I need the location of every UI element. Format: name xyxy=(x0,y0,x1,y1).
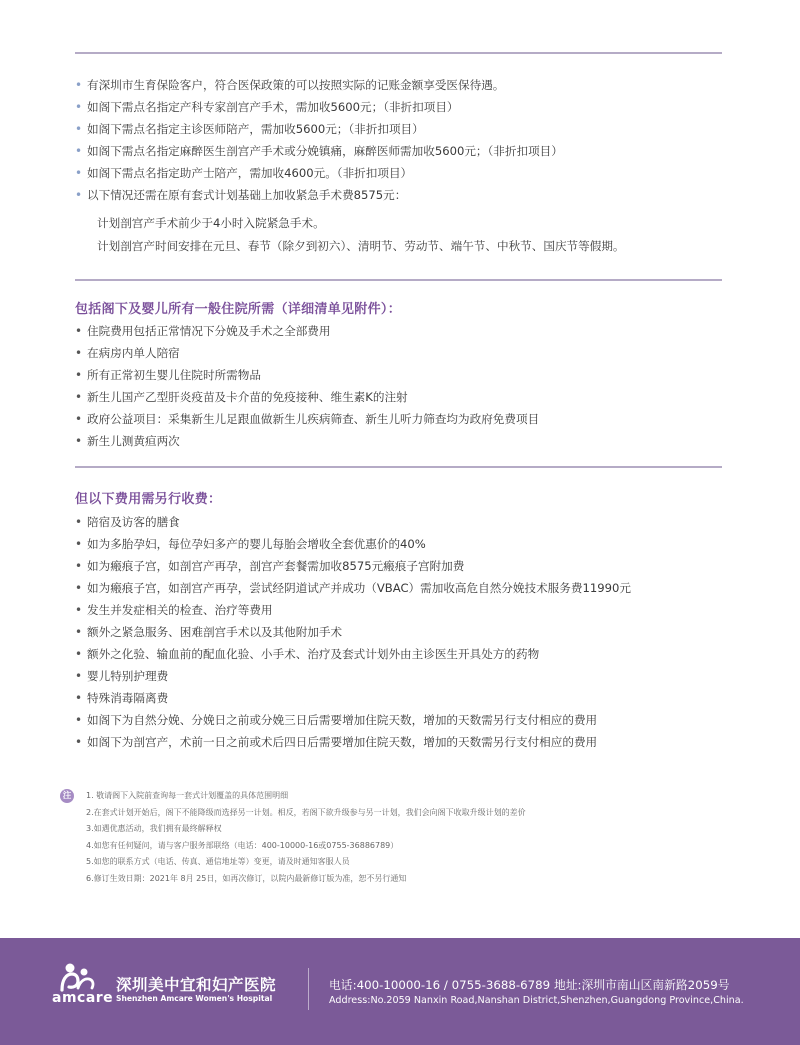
list-item: • 如阁下为剖宫产，术前一日之前或术后四日后需要增加住院天数，增加的天数需另行支付相应的费用 xyxy=(75,731,631,753)
note-item: 2.在套式计划开始后，阁下不能降级而选择另一计划。相反，若阁下欲升级参与另一计划，我们会向阁下收取升级计划的差价 xyxy=(86,807,526,817)
list-item: • 所有正常初生婴儿住院时所需物品 xyxy=(75,364,539,386)
notes-list xyxy=(86,788,526,888)
list-item: • 新生儿测黄疸两次 xyxy=(75,430,539,452)
sub-item: 计划剖宫产时间安排在元旦、春节（除夕到初六）、清明节、劳动节、端午节、中秋节、国庆节等假期。 xyxy=(97,239,625,253)
included-list xyxy=(75,320,539,452)
contact-info: 电话:400-10000-16 / 0755-3688-6789 地址:深圳市南山区南新路2059号 xyxy=(329,978,730,992)
list-item: • 如阁下需点名指定产科专家剖宫产手术，需加收5600元；（非折扣项目） xyxy=(75,96,563,118)
footer xyxy=(0,938,800,1045)
bullet-icon: • xyxy=(75,581,83,595)
extra-charges-heading: 但以下费用需另行收费： xyxy=(75,492,222,507)
list-item: • 如阁下需点名指定助产士陪产，需加收4600元。（非折扣项目） xyxy=(75,162,563,184)
bullet-icon: • xyxy=(75,603,83,617)
list-item: • 如阁下需点名指定麻醉医生剖宫产手术或分娩镇痛，麻醉医师需加收5600元；（非折扣项目） xyxy=(75,140,563,162)
bullet-icon: • xyxy=(75,324,83,338)
list-item: • 如为多胎孕妇，每位孕妇多产的婴儿每胎会增收全套优惠价的40% xyxy=(75,533,631,555)
footer-divider xyxy=(308,968,309,1010)
bullet-icon: • xyxy=(75,188,83,202)
top-divider xyxy=(75,52,722,54)
list-item: • 如阁下为自然分娩、分娩日之前或分娩三日后需要增加住院天数，增加的天数需另行支付相应的费用 xyxy=(75,709,631,731)
hospital-name-en: Shenzhen Amcare Women's Hospital xyxy=(116,994,273,1003)
bullet-icon: • xyxy=(75,166,83,180)
bullet-icon: • xyxy=(75,647,83,661)
bullet-icon: • xyxy=(75,735,83,749)
sub-item: 计划剖宫产手术前少于4小时入院紧急手术。 xyxy=(97,216,325,230)
hospital-name-cn: 深圳美中宜和妇产医院 xyxy=(116,976,277,994)
list-item: • 以下情况还需在原有套式计划基础上加收紧急手术费8575元： xyxy=(75,184,563,206)
bullet-icon: • xyxy=(75,78,83,92)
top-conditions-list xyxy=(75,74,563,206)
bullet-icon: • xyxy=(75,625,83,639)
bullet-icon: • xyxy=(75,122,83,136)
bullet-icon: • xyxy=(75,346,83,360)
bullet-icon: • xyxy=(75,537,83,551)
section-divider xyxy=(75,466,722,468)
bullet-icon: • xyxy=(75,368,83,382)
list-item: • 额外之紧急服务、困难剖宫手术以及其他附加手术 xyxy=(75,621,631,643)
list-item: • 政府公益项目：采集新生儿足跟血做新生儿疾病筛查、新生儿听力筛查均为政府免费项目 xyxy=(75,408,539,430)
bullet-icon: • xyxy=(75,669,83,683)
note-item: 6.修订生效日期：2021年 8月 25日，如再次修订，以院内最新修订版为准，恕不另行通知 xyxy=(86,873,407,883)
section-divider xyxy=(75,279,722,281)
note-item: 3.如遇优惠活动，我们拥有最终解释权 xyxy=(86,824,222,834)
included-heading: 包括阁下及婴儿所有一般住院所需（详细清单见附件）： xyxy=(75,302,402,317)
list-item: • 如为瘢痕子宫，如剖宫产再孕，尝试经阴道试产并成功（VBAC）需加收高危自然分娩技术服务费11990元 xyxy=(75,577,631,599)
list-item: • 发生并发症相关的检查、治疗等费用 xyxy=(75,599,631,621)
list-item: • 如为瘢痕子宫，如剖宫产再孕，剖宫产套餐需加收8575元瘢痕子宫附加费 xyxy=(75,555,631,577)
list-item: • 婴儿特别护理费 xyxy=(75,665,631,687)
list-item: • 有深圳市生育保险客户，符合医保政策的可以按照实际的记账金额享受医保待遇。 xyxy=(75,74,563,96)
note-badge: 注 xyxy=(60,789,74,803)
note-item: 4.如您有任何疑问，请与客户服务部联络（电话：400-10000-16或0755-36886789） xyxy=(86,840,399,850)
note-item: 5.如您的联系方式（电话、传真、通信地址等）变更，请及时通知客服人员 xyxy=(86,857,350,867)
list-item: • 额外之化验、输血前的配血化验、小手术、治疗及套式计划外由主诊医生开具处方的药物 xyxy=(75,643,631,665)
bullet-icon: • xyxy=(75,559,83,573)
note-item: 1. 敬请阁下入院前查询每一套式计划覆盖的具体范围明细 xyxy=(86,791,289,800)
bullet-icon: • xyxy=(75,515,83,529)
bullet-icon: • xyxy=(75,713,83,727)
list-item: • 如阁下需点名指定主诊医师陪产，需加收5600元；（非折扣项目） xyxy=(75,118,563,140)
list-item: • 住院费用包括正常情况下分娩及手术之全部费用 xyxy=(75,320,539,342)
list-item: • 在病房内单人陪宿 xyxy=(75,342,539,364)
extra-charges-list xyxy=(75,511,631,753)
logo-wordmark: amcare xyxy=(52,990,114,1006)
list-item: • 陪宿及访客的膳食 xyxy=(75,511,631,533)
list-item: • 特殊消毒隔离费 xyxy=(75,687,631,709)
bullet-icon: • xyxy=(75,412,83,426)
bullet-icon: • xyxy=(75,691,83,705)
bullet-icon: • xyxy=(75,100,83,114)
bullet-icon: • xyxy=(75,144,83,158)
bullet-icon: • xyxy=(75,390,83,404)
bullet-icon: • xyxy=(75,434,83,448)
list-item: • 新生儿国产乙型肝炎疫苗及卡介苗的免疫接种、维生素K的注射 xyxy=(75,386,539,408)
mother-baby-logo-icon xyxy=(56,962,98,992)
address-en: Address:No.2059 Nanxin Road,Nanshan District,Shenzhen,Guangdong Province,China. xyxy=(329,995,744,1006)
